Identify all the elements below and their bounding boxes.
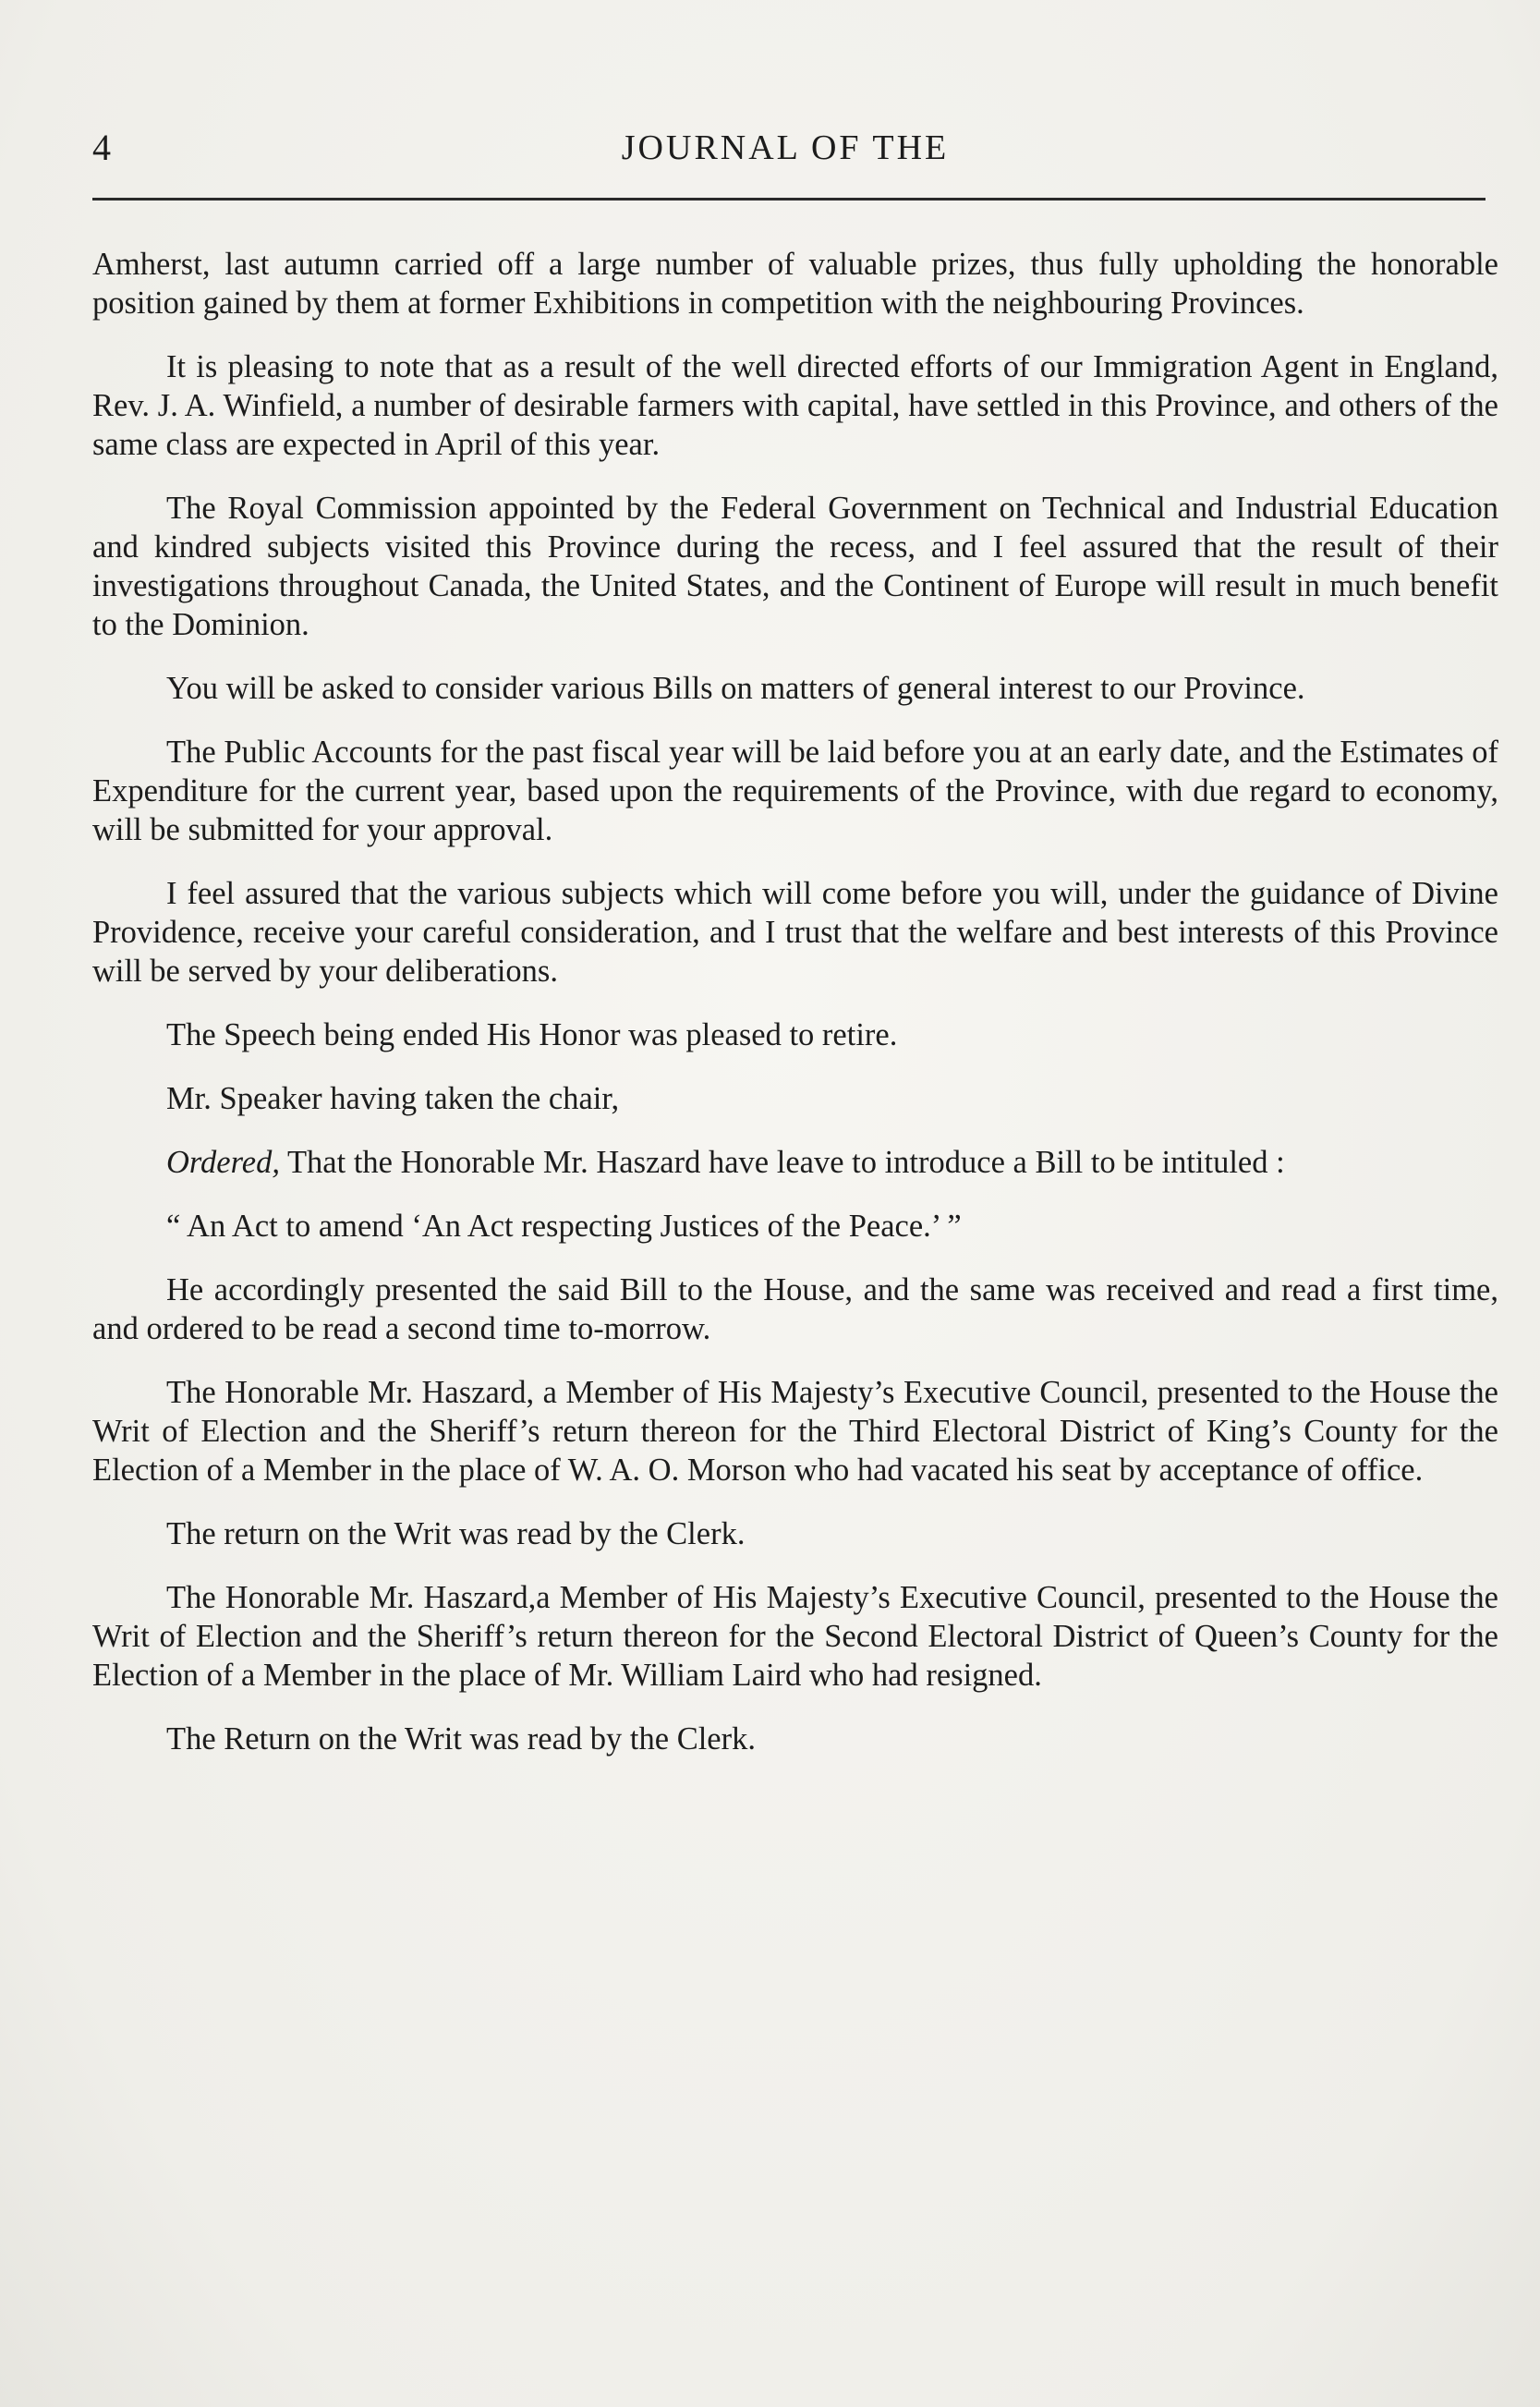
paragraph-third-district-writ: The Honorable Mr. Haszard, a Member of His Majesty’s Executive Council, presented to the House the Writ of Election and the Sheriff’s return thereon for the Third Electoral District of King’s County for the Election of a Member in the place of W. A. O. Morson who had vacated his seat by acceptance of office. [92,1375,1498,1488]
paragraph-return-read-2: The Return on the Writ was read by the Clerk. [166,1721,756,1757]
body-text [92,245,1498,1758]
paragraph-royal-commission: The Royal Commission appointed by the Federal Government on Technical and Industrial Education and kindred subjects visited this Province during the recess, and I feel assured that the result of their investigations throughout Canada, the United States, and the Continent of Europe will result in much benefit to the Dominion. [92,491,1498,642]
paragraph-immigration: It is pleasing to note that as a result of the well directed efforts of our Immigration Agent in England, Rev. J. A. Winfield, a number of desirable farmers with capital, have settled in this Province, and others of the same class are expected in April of this year. [92,349,1498,462]
paragraph-bills: You will be asked to consider various Bills on matters of general interest to our Province. [166,671,1305,706]
paragraph-act-title: “ An Act to amend ‘An Act respecting Justices of the Peace.’ ” [166,1209,962,1244]
paragraph-ordered [92,1143,1498,1182]
paragraph-speech-ended: The Speech being ended His Honor was pleased to retire. [166,1017,898,1052]
paragraph-speaker-chair: Mr. Speaker having taken the chair, [166,1081,620,1116]
journal-title: JOURNAL OF THE [621,128,950,167]
ordered-lead: Ordered, [166,1145,280,1180]
running-head [92,120,1478,176]
paragraph-assurance: I feel assured that the various subjects which will come before you will, under the guidance of Divine Providence, receive your careful consideration, and I trust that the welfare and best interests of this Province will be served by your deliberations. [92,876,1498,989]
page-number: 4 [92,127,111,168]
paragraph-second-district-writ: The Honorable Mr. Haszard,a Member of His Majesty’s Executive Council, presented to the House the Writ of Election and the Sheriff’s return thereon for the Second Electoral District of Queen’s County for the Election of a Member in the place of Mr. William Laird who had resigned. [92,1580,1498,1693]
header-rule [92,198,1485,201]
paragraph-bill-presented: He accordingly presented the said Bill to the House, and the same was received and read a first time, and ordered to be read a second time to-morrow. [92,1272,1498,1346]
paragraph-public-accounts: The Public Accounts for the past fiscal year will be laid before you at an early date, and the Estimates of Expenditure for the current year, based upon the requirements of the Province, with due regard to economy, will be submitted for your approval. [92,735,1498,847]
ordered-text: That the Honorable Mr. Haszard have leave to introduce a Bill to be intituled : [279,1145,1285,1180]
paragraph-amherst-prizes: Amherst, last autumn carried off a large number of valuable prizes, thus fully upholding the honorable position gained by them at former Exhibitions in competition with the neighbouring Provinces. [92,247,1498,321]
paragraph-return-read-1: The return on the Writ was read by the Clerk. [166,1516,746,1551]
